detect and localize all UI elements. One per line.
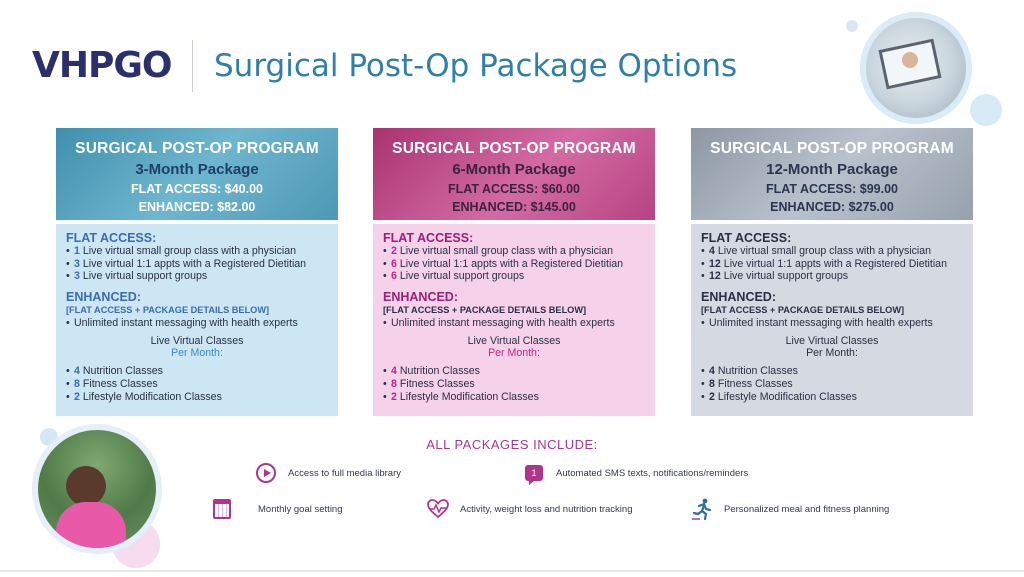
heart-pulse-icon	[426, 498, 450, 520]
list-item: • 6 Live virtual 1:1 appts with a Registered Dietitian	[383, 257, 624, 270]
list-item: • 12 Live virtual support groups	[701, 270, 849, 283]
runner-icon	[690, 498, 714, 520]
enhanced-title: ENHANCED:	[701, 290, 776, 305]
enhanced-note: [FLAT ACCESS + PACKAGE DETAILS BELOW]	[66, 304, 270, 315]
bottom-divider	[0, 570, 1024, 572]
feature-planning	[690, 498, 889, 520]
card-body	[691, 224, 973, 416]
feature-label: Monthly goal setting	[258, 503, 343, 515]
classes-heading: Live Virtual Classes Per Month:	[150, 334, 244, 360]
header-divider	[192, 40, 193, 92]
package-name: 6-Month Package	[452, 161, 576, 178]
list-item: • 6 Live virtual support groups	[383, 270, 525, 283]
list-item: • 2 Lifestyle Modification Classes	[383, 390, 539, 403]
decor-bubble	[846, 20, 858, 32]
package-name: 12-Month Package	[766, 161, 898, 178]
card-body	[373, 224, 655, 416]
classes-heading: Live Virtual Classes Per Month:	[467, 334, 561, 360]
program-title: SURGICAL POST-OP PROGRAM	[75, 140, 319, 157]
play-icon	[254, 462, 278, 484]
includes-title: ALL PACKAGES INCLUDE:	[426, 437, 598, 452]
feature-label: Activity, weight loss and nutrition tracking	[460, 503, 633, 515]
flat-access-title: FLAT ACCESS:	[701, 231, 792, 245]
enhanced-title: ENHANCED:	[66, 290, 141, 305]
list-item: • 8 Fitness Classes	[66, 377, 158, 390]
list-item: • 4 Live virtual small group class with a physician	[701, 244, 932, 257]
feature-sms	[522, 462, 748, 484]
card-body	[56, 224, 338, 416]
flat-price: FLAT ACCESS: $40.00	[131, 182, 263, 196]
list-item: • Unlimited instant messaging with health experts	[383, 316, 615, 329]
enhanced-note: [FLAT ACCESS + PACKAGE DETAILS BELOW]	[701, 304, 905, 315]
list-item: • 2 Lifestyle Modification Classes	[701, 390, 857, 403]
list-item: • 8 Fitness Classes	[701, 377, 793, 390]
logo-text: VHPGO	[32, 44, 172, 86]
package-name: 3-Month Package	[135, 161, 259, 178]
list-item: • 2 Live virtual small group class with a physician	[383, 244, 614, 257]
list-item: • Unlimited instant messaging with health experts	[701, 316, 933, 329]
list-item: • 4 Nutrition Classes	[66, 365, 163, 378]
doctor-face	[902, 52, 918, 68]
vhpgo-logo	[32, 42, 172, 88]
list-item: • 3 Live virtual 1:1 appts with a Registered Dietitian	[66, 257, 307, 270]
enhanced-title: ENHANCED:	[383, 290, 458, 305]
feature-label: Access to full media library	[288, 467, 401, 479]
package-card-6-month	[373, 128, 655, 416]
program-title: SURGICAL POST-OP PROGRAM	[392, 140, 636, 157]
calendar-icon	[210, 498, 234, 520]
list-item: • 12 Live virtual 1:1 appts with a Registered Dietitian	[701, 257, 947, 270]
classes-heading: Live Virtual Classes Per Month:	[785, 334, 879, 360]
sms-icon: 1	[522, 462, 546, 484]
list-item: • 4 Nutrition Classes	[383, 365, 480, 378]
telehealth-photo	[860, 12, 972, 124]
feature-tracking	[426, 498, 632, 520]
flat-price: FLAT ACCESS: $60.00	[448, 182, 580, 196]
flat-access-title: FLAT ACCESS:	[66, 231, 157, 245]
card-header	[691, 128, 973, 220]
card-header	[373, 128, 655, 220]
list-item: • Unlimited instant messaging with health experts	[66, 316, 298, 329]
list-item: • 4 Nutrition Classes	[701, 365, 798, 378]
list-item: • 1 Live virtual small group class with a physician	[66, 244, 297, 257]
list-item: • 2 Lifestyle Modification Classes	[66, 390, 222, 403]
feature-media-library	[254, 462, 401, 484]
package-card-3-month	[56, 128, 338, 416]
package-card-12-month	[691, 128, 973, 416]
program-title: SURGICAL POST-OP PROGRAM	[710, 140, 954, 157]
person-shirt	[56, 502, 126, 554]
enhanced-note: [FLAT ACCESS + PACKAGE DETAILS BELOW]	[383, 304, 587, 315]
flat-price: FLAT ACCESS: $99.00	[766, 182, 898, 196]
feature-label: Automated SMS texts, notifications/reminders	[556, 467, 749, 479]
feature-goal-setting	[210, 498, 343, 520]
list-item: • 8 Fitness Classes	[383, 377, 475, 390]
list-item: • 3 Live virtual support groups	[66, 270, 208, 283]
enhanced-price: ENHANCED: $145.00	[452, 200, 576, 214]
person-head	[66, 466, 106, 506]
flat-access-title: FLAT ACCESS:	[383, 231, 474, 245]
page-title: Surgical Post-Op Package Options	[214, 48, 738, 84]
decor-bubble	[970, 94, 1002, 126]
card-header	[56, 128, 338, 220]
enhanced-price: ENHANCED: $82.00	[138, 200, 256, 214]
enhanced-price: ENHANCED: $275.00	[770, 200, 894, 214]
feature-label: Personalized meal and fitness planning	[724, 503, 890, 515]
